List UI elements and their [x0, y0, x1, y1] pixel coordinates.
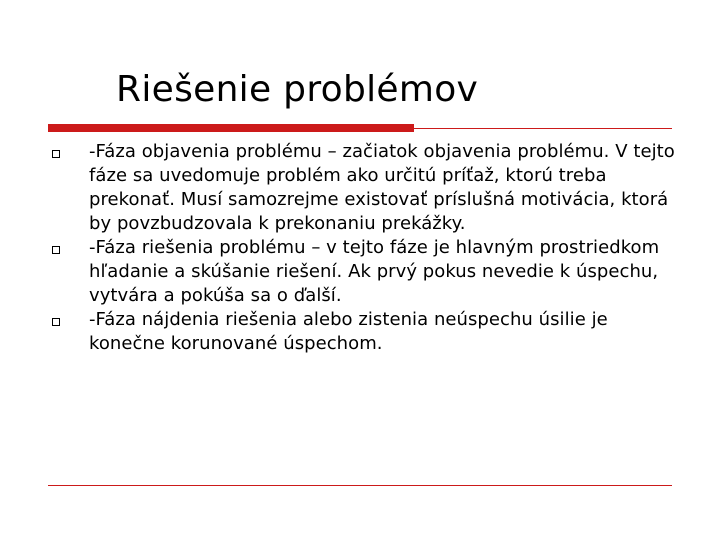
hollow-square-icon [52, 150, 60, 158]
title-accent-bar [48, 124, 414, 132]
bullet-list [0, 140, 720, 356]
bullet-text: -Fáza objavenia problému – začiatok objavenia problému. V tejto fáze sa uvedomuje problém ako určitú príťaž, ktorú treba prekonať. Musí samozrejme existovať príslušná motivácia, ktorá by povzbudzovala k prekonaniu prekážky. [89, 141, 675, 234]
slide-title: Riešenie problémov [116, 69, 479, 110]
hollow-square-icon [52, 318, 60, 326]
title-divider-line [414, 128, 672, 129]
hollow-square-icon [52, 246, 60, 254]
bullet-item [0, 308, 679, 356]
bullet-item [0, 140, 679, 236]
bullet-text: -Fáza riešenia problému – v tejto fáze je hlavným prostriedkom hľadanie a skúšanie riešení. Ak prvý pokus nevedie k úspechu, vytvára a pokúša sa o ďalší. [89, 237, 660, 306]
footer-divider-line [48, 485, 672, 486]
bullet-text: -Fáza nájdenia riešenia alebo zistenia neúspechu úsilie je konečne korunované úspechom. [89, 309, 608, 354]
bullet-item [0, 236, 679, 308]
